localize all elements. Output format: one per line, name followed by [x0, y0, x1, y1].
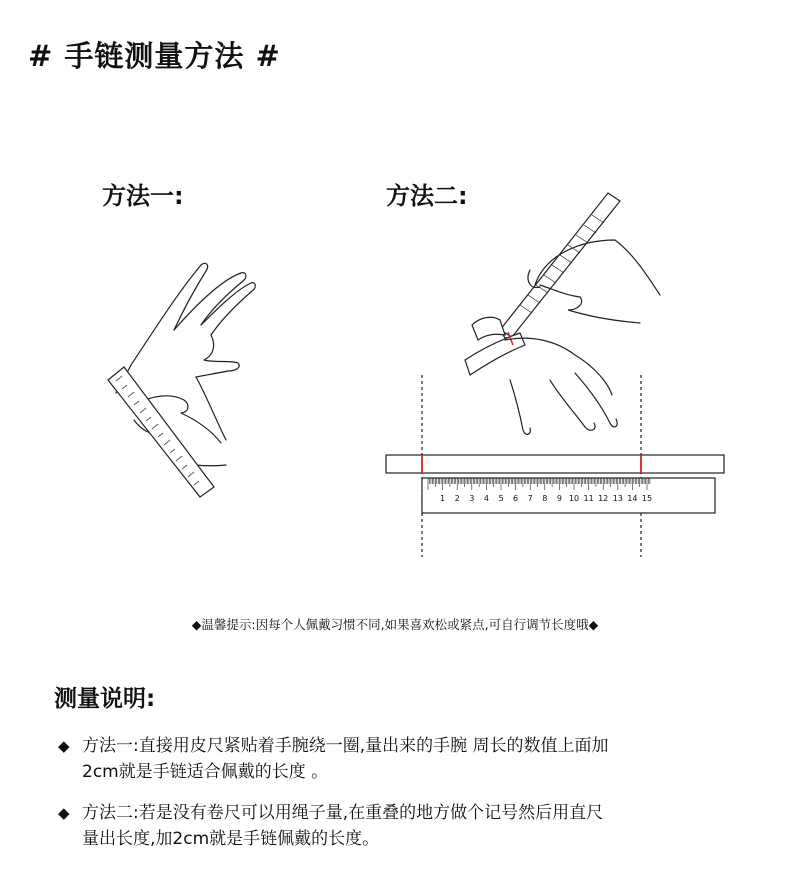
- ruler-labels: [440, 494, 652, 503]
- warm-tip: ◆温馨提示:因每个人佩戴习惯不同,如果喜欢松或紧点,可自行调节长度哦◆: [191, 617, 599, 632]
- lower-hand-thumb: [510, 380, 530, 434]
- ruler-label: 7: [527, 494, 533, 503]
- tape-measure-wrist-illustration: [96, 255, 266, 505]
- finger-outline: [174, 273, 246, 330]
- bullet-icon: ◆: [58, 804, 70, 822]
- ruler-label: 13: [612, 494, 623, 503]
- ruler-label: 6: [513, 494, 519, 503]
- hand-edge: [196, 377, 226, 440]
- method-one-label: 方法一:: [102, 182, 184, 210]
- writing-hand-fingers: [540, 285, 640, 323]
- flattened-strip: [386, 455, 724, 473]
- method-two-label: 方法二:: [386, 182, 468, 210]
- ruler-label: 15: [641, 494, 653, 503]
- bullet-icon: ◆: [58, 737, 70, 755]
- thumb-outline: [196, 335, 239, 377]
- ruler-label: 2: [454, 494, 460, 503]
- instruction-line: 方法二:若是没有卷尺可以用绳子量,在重叠的地方做个记号然后用直尺: [82, 803, 604, 823]
- ruler-label: 14: [627, 494, 638, 503]
- ruler-label: 11: [583, 494, 594, 503]
- instruction-line: 方法一:直接用皮尺紧贴着手腕绕一圈,量出来的手腕 周长的数值上面加: [82, 736, 609, 756]
- ruler-label: 3: [469, 494, 475, 503]
- finger-outline: [201, 283, 255, 335]
- page-title: # 手链测量方法 #: [28, 39, 281, 73]
- ruler-label: 9: [556, 494, 562, 503]
- tape-measure: [108, 367, 214, 497]
- lower-hand-finger: [575, 373, 617, 427]
- instructions-title: 测量说明:: [54, 686, 156, 712]
- pen: [500, 193, 620, 338]
- ruler-label: 10: [568, 494, 580, 503]
- instruction-line: 量出长度,加2cm就是手链佩戴的长度。: [82, 829, 380, 849]
- ruler-label: 1: [440, 494, 446, 503]
- ruler-label: 4: [483, 494, 489, 503]
- ruler-label: 8: [542, 494, 548, 503]
- instruction-item: [58, 733, 738, 785]
- instruction-item: [58, 800, 738, 852]
- ruler-measurement-illustration: [380, 185, 730, 560]
- instruction-line: 2cm就是手链适合佩戴的长度 。: [82, 762, 329, 782]
- ruler-label: 5: [498, 494, 504, 503]
- finger-outline: [131, 263, 208, 365]
- ruler-label: 12: [598, 494, 609, 503]
- lower-hand-finger: [550, 380, 595, 430]
